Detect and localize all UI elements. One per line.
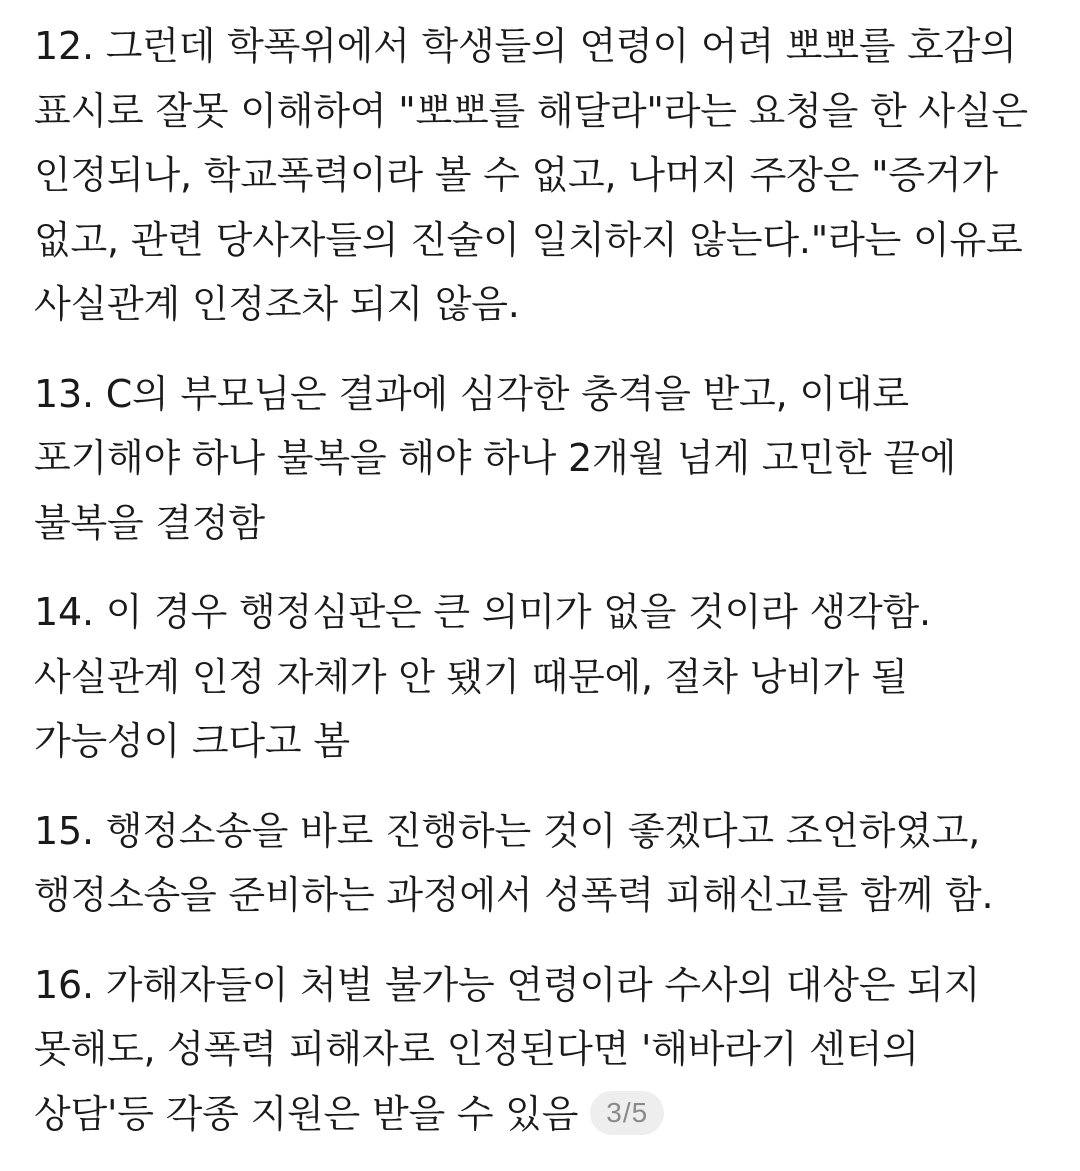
text-line: 인정되나, 학교폭력이라 볼 수 없고, 나머지 주장은 "증거가 [34,153,998,197]
text-line-with-indicator [34,1082,1064,1147]
list-item-16 [34,953,1064,1147]
text-line: 16. 가해자들이 처벌 불가능 연령이라 수사의 대상은 되지 [34,962,981,1007]
text-line: 상담'등 각종 지원은 받을 수 있음 [34,1091,579,1136]
post-text-body [34,14,1064,1171]
list-item-13 [34,362,1064,556]
text-line: 없고, 관련 당사자들의 진술이 일치하지 않는다."라는 이유로 [34,217,1023,262]
text-line: 사실관계 인정 자체가 안 됐기 때문에, 절차 낭비가 될 [34,654,908,699]
text-line: 표시로 잘못 이해하여 "뽀뽀를 해달라"라는 요청을 한 사실은 [34,88,1028,133]
text-line: 12. 그런데 학폭위에서 학생들의 연령이 어려 뽀뽀를 호감의 [34,24,1017,68]
text-line: 못해도, 성폭력 피해자로 인정된다면 '해바라기 센터의 [34,1027,919,1071]
text-line: 가능성이 크다고 봄 [34,719,350,763]
text-line: 13. C의 부모님은 결과에 심각한 충격을 받고, 이대로 [34,371,909,416]
text-line: 14. 이 경우 행정심판은 큰 의미가 없을 것이라 생각함. [34,590,931,634]
page-indicator-badge: 3/5 [590,1091,664,1135]
text-line: 사실관계 인정조차 되지 않음. [34,282,520,326]
text-line: 행정소송을 준비하는 과정에서 성폭력 피해신고를 함께 함. [34,873,994,917]
text-line: 15. 행정소송을 바로 진행하는 것이 좋겠다고 조언하였고, [34,808,981,853]
text-line: 포기해야 하나 불복을 해야 하나 2개월 넘게 고민한 끝에 [34,436,957,480]
list-item-15 [34,799,1064,928]
list-item-12 [34,14,1064,337]
text-line: 불복을 결정함 [34,500,265,545]
list-item-14 [34,580,1064,774]
